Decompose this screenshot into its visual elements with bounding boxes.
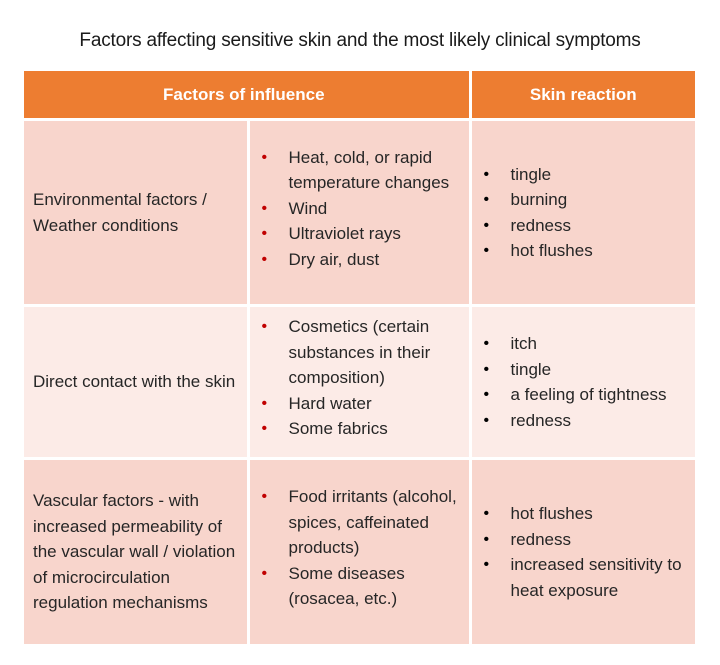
factor-item: • Ultraviolet rays (259, 221, 469, 247)
bullet-icon: • (483, 411, 490, 429)
bullet-icon: • (483, 165, 490, 183)
factors-cell (248, 459, 470, 645)
reaction-item: • tingle (481, 162, 696, 188)
bullet-icon: • (483, 556, 490, 573)
table-row (24, 306, 695, 459)
bullet-icon: • (261, 225, 268, 243)
bullet-icon: • (261, 250, 268, 268)
reaction-item: • redness (481, 527, 696, 553)
reaction-item: • redness (481, 408, 696, 434)
bullet-icon: • (261, 420, 268, 438)
factor-item: • Some diseases (rosacea, etc.) (259, 561, 469, 612)
bullet-icon: • (261, 148, 268, 166)
bullet-icon: • (483, 360, 490, 378)
bullet-icon: • (483, 242, 490, 259)
table-row (24, 120, 695, 306)
bullet-icon: • (261, 394, 268, 412)
reaction-item: • tingle (481, 357, 696, 383)
bullet-icon: • (483, 505, 490, 522)
bullet-icon: • (261, 199, 268, 217)
reaction-item: • increased sensitivity to heat exposure (481, 552, 696, 603)
reactions-cell (470, 306, 695, 459)
table-row (24, 459, 695, 645)
bullet-icon: • (483, 335, 490, 352)
bullet-icon: • (483, 191, 490, 208)
bullet-icon: • (483, 216, 490, 234)
factor-item: • Some fabrics (259, 416, 469, 442)
reactions-cell (470, 459, 695, 645)
reaction-item: • burning (481, 187, 696, 213)
header-skin-reaction: Skin reaction (470, 71, 695, 120)
bullet-icon: • (483, 386, 490, 403)
factor-item: • Food irritants (alcohol, spices, caffeinated products) (259, 484, 469, 561)
factors-cell (248, 306, 470, 459)
table-header-row (24, 71, 695, 120)
reactions-cell (470, 120, 695, 306)
reaction-item: • itch (481, 331, 696, 357)
factor-item: • Hard water (259, 391, 469, 417)
factor-item: • Dry air, dust (259, 247, 469, 273)
category-cell: Environmental factors / Weather conditions (24, 120, 248, 306)
factor-item: • Heat, cold, or rapid temperature changes (259, 145, 469, 196)
reaction-item: • hot flushes (481, 238, 696, 264)
category-cell: Vascular factors - with increased permeability of the vascular wall / violation of microcirculation regulation mechanisms (24, 459, 248, 645)
reaction-item: • redness (481, 213, 696, 239)
header-factors-of-influence: Factors of influence (24, 71, 470, 120)
category-cell: Direct contact with the skin (24, 306, 248, 459)
bullet-icon: • (261, 318, 268, 336)
page-title: Factors affecting sensitive skin and the most likely clinical symptoms (79, 30, 641, 51)
factor-item: • Wind (259, 196, 469, 222)
symptoms-table (24, 71, 695, 644)
bullet-icon: • (261, 488, 268, 506)
bullet-icon: • (483, 530, 490, 548)
factor-item: • Cosmetics (certain substances in their composition) (259, 314, 469, 391)
bullet-icon: • (261, 564, 268, 582)
reaction-item: • hot flushes (481, 501, 696, 527)
reaction-item: • a feeling of tightness (481, 382, 696, 408)
factors-cell (248, 120, 470, 306)
